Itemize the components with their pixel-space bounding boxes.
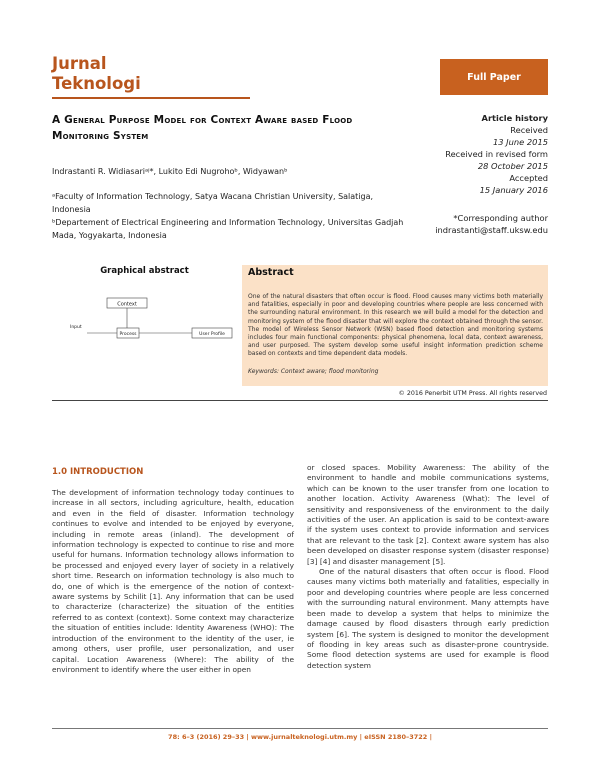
received-date: 13 June 2015: [492, 137, 548, 147]
paper-type-label: Full Paper: [467, 71, 521, 83]
corresponding-author: [368, 212, 548, 236]
input-label: Input: [70, 325, 82, 330]
corresponding-email[interactable]: indrastanti@staff.uksw.edu: [435, 225, 548, 235]
section-heading-introduction: 1.0 INTRODUCTION: [52, 467, 144, 477]
accepted-label: Accepted: [509, 173, 548, 183]
page-footer: 78: 6–3 (2016) 29–33 | www.jurnalteknologi.utm.my | eISSN 2180–3722 |: [168, 733, 432, 741]
article-title: A General Purpose Model for Context Aware based Flood Monitoring System: [52, 114, 353, 142]
paper-type-badge: [440, 59, 548, 95]
user-label: User Profile: [199, 332, 225, 337]
affiliation-a: ᵃFaculty of Information Technology, Satya Wacana Christian University, Salatiga, Indonesia: [52, 192, 374, 214]
journal-name: [52, 54, 141, 94]
process-label: Process: [119, 332, 137, 337]
revised-label: Received in revised form: [445, 149, 548, 159]
intro-left-column: The development of information technology today continues to increase in all sectors, including agriculture, health, education and even in the field of disaster. Information technology continues to evolve and intended to be enjoyed by everyone, including in remote areas (inland). The development of information technology is expected to continue to rise and more useful for humans. Information technology allows information to be processed and enjoyed every layer of society in a relatively short time. Research on information technology is also much to do, one of which is the emergence of the notion of context-aware systems by Schilit [1]. Any information that can be used to characterize (characterize) the situation of the entities referred to as context (context). Some context may characterize the situation of entities include: Identity Awareness (WHO): The introduction of the environment to the identity of the user, ie among others, user profile, user personalization, and user capital. Location Awareness (Where): The ability of the environment to identify where the user either in open: [52, 488, 294, 674]
journal-name-line2: Teknologi: [52, 74, 141, 93]
copyright-notice: © 2016 Penerbit UTM Press. All rights reserved: [398, 390, 547, 397]
keywords: Keywords: Context aware; flood monitoring: [248, 368, 379, 375]
context-label: Context: [117, 301, 137, 308]
history-heading: Article history: [481, 113, 548, 123]
corresponding-label: *Corresponding author: [453, 213, 548, 223]
intro-right-column: [307, 463, 549, 671]
intro-right-paragraph-2: One of the natural disasters that often occur is flood. Flood causes many victims both materially and fatalities, especially in poor and developing countries where people are less concerned with the surrounding natural environment. Many attempts have been made to develop a system that helps to minimize the damage caused by flood disasters through early prediction system [6]. The system is designed to monitor the development of flooding in key areas such as disaster-prone countryside. Some flood detection systems are used for example is flood detection system: [307, 567, 549, 670]
journal-underline: [52, 97, 250, 99]
graphical-abstract-heading: Graphical abstract: [100, 266, 189, 276]
section-divider: [52, 400, 548, 401]
abstract-text: One of the natural disasters that often occur is flood. Flood causes many victims both materially and fatalities, especially in poor and developing countries where people are less concerned with the surrounding natural environment. In this research we will build a model for the detection and monitoring system of the flood disaster that will explore the context obtained through the sensor. The model of Wireless Sensor Network (WSN) based flood detection and monitoring systems includes four main functional components: physical phenomena, local data, context awareness, and user purposed. The system develop some useful insight information prediction scheme based on contexts and time dependent data models.: [248, 293, 543, 358]
intro-right-paragraph-1: or closed spaces. Mobility Awareness: The ability of the environment to handle and mobile communications systems, which can be known to the user transfer from one location to another location. Activity Awareness (What): The level of sensitivity and responsiveness of the environment to the daily activities of the user. An application is said to be context-aware if the system uses context to provide information and services that are relevant to the task [2]. Context aware system has also been developed on disaster response system (disaster response) [3] [4] and disaster management [5].: [307, 463, 549, 566]
abstract-heading: Abstract: [248, 267, 294, 278]
journal-name-line1: Jurnal: [52, 54, 107, 73]
footer-rule: [52, 728, 548, 729]
received-label: Received: [510, 125, 548, 135]
author-list: Indrastanti R. Widiasariᵃʲ*, Lukito Edi Nugrohoᵇ, Widyawanᵇ: [52, 167, 288, 176]
affiliation-b: ᵇDepartement of Electrical Engineering and Information Technology, Universitas Gadjah Mada, Yogyakarta, Indonesia: [52, 218, 404, 240]
accepted-date: 15 January 2016: [479, 185, 548, 195]
revised-date: 28 October 2015: [477, 161, 548, 171]
article-history: [378, 112, 548, 196]
